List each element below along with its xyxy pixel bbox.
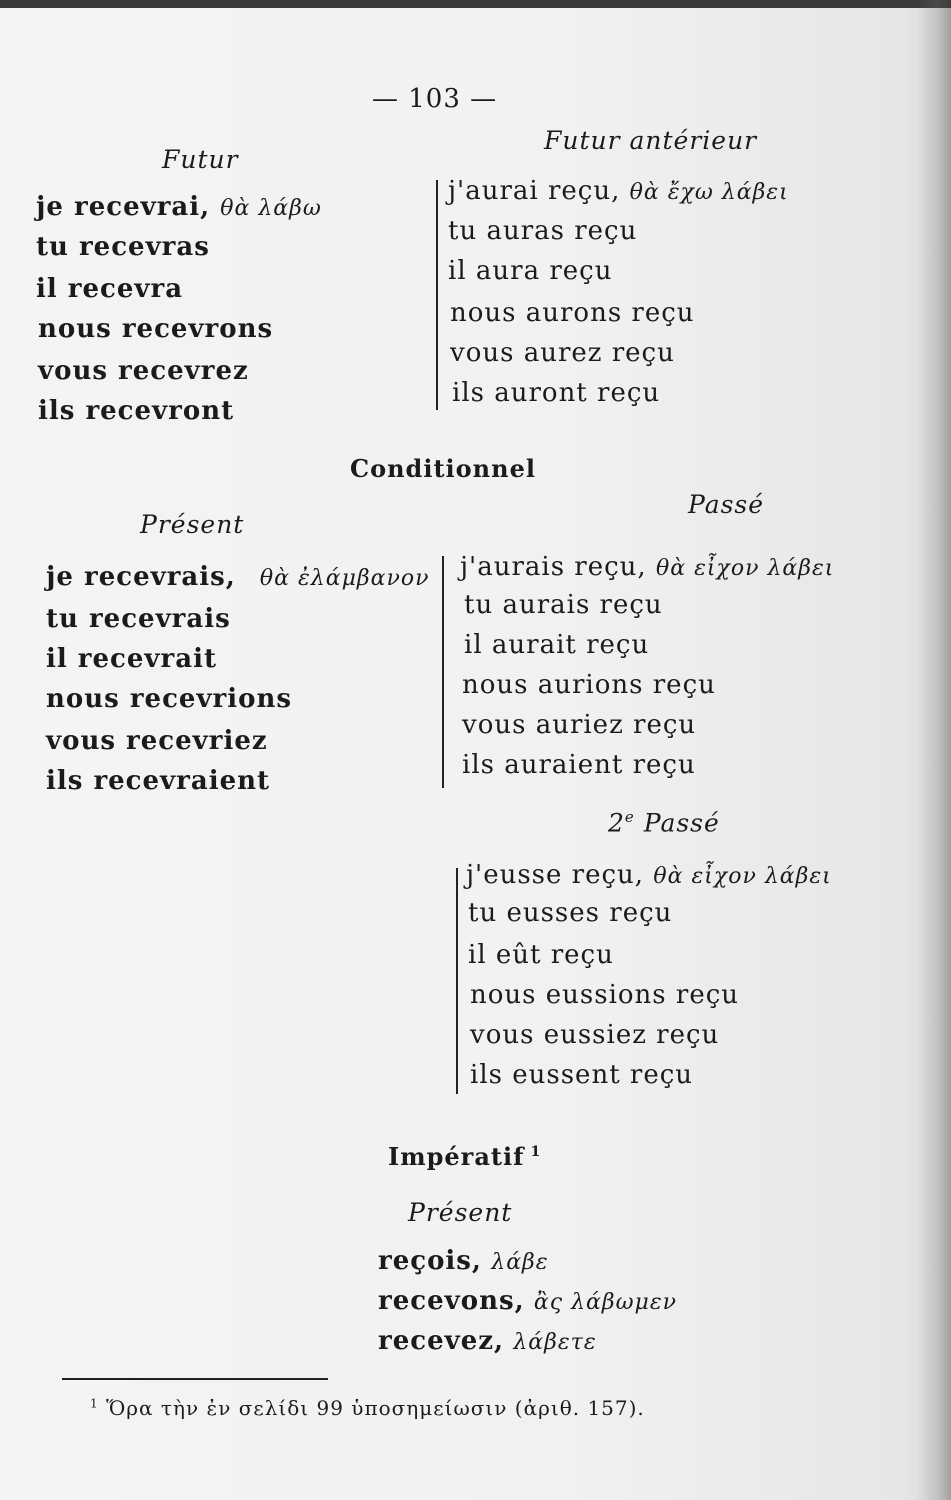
conditionnel-present-title: Présent	[140, 510, 245, 539]
greek-translation: λάβετε	[513, 1330, 597, 1355]
heading-text: Impératif	[388, 1142, 525, 1171]
verb-form: j'eusse reçu,	[466, 860, 645, 890]
conjugation-line: il recevrait	[46, 644, 217, 674]
footnote-separator	[62, 1378, 328, 1380]
footnote-reference: 1	[530, 1143, 542, 1160]
ordinal-suffix: e	[624, 808, 635, 826]
conjugation-line: il aurait reçu	[464, 630, 650, 660]
greek-translation: θὰ ἐλάμβανον	[259, 566, 430, 591]
conjugation-line: nous recevrons	[38, 314, 274, 344]
verb-form: recevez,	[378, 1326, 505, 1356]
conjugation-line: ils auraient reçu	[462, 750, 696, 780]
column-divider	[436, 180, 438, 410]
conjugation-line: nous aurions reçu	[462, 670, 716, 700]
conjugation-line: il recevra	[36, 274, 184, 304]
conjugation-line: il eût reçu	[468, 940, 614, 970]
conjugation-line: tu aurais reçu	[464, 590, 663, 620]
verb-form: reçois,	[378, 1246, 482, 1276]
imperatif-heading	[388, 1142, 541, 1171]
page-top-shadow	[0, 0, 951, 8]
conjugation-line	[460, 552, 834, 582]
conjugation-line	[46, 562, 429, 592]
ordinal-number: 2	[608, 808, 625, 838]
conjugation-line: tu recevras	[36, 232, 210, 262]
greek-translation: θὰ ἔχω λάβει	[629, 180, 789, 205]
conjugation-line	[36, 192, 322, 222]
conjugation-line: vous recevrez	[38, 356, 249, 386]
conjugation-line: nous eussions reçu	[470, 980, 740, 1010]
verb-form: je recevrai,	[36, 192, 211, 222]
column-divider	[456, 868, 458, 1094]
footnote-mark: 1	[90, 1396, 99, 1411]
conjugation-line	[378, 1326, 597, 1356]
conjugation-line	[378, 1246, 549, 1276]
page-number: — 103 —	[372, 84, 498, 114]
conjugation-line: nous aurons reçu	[450, 298, 695, 328]
verb-form: j'aurais reçu,	[460, 552, 647, 582]
conjugation-line: ils auront reçu	[452, 378, 661, 408]
conjugation-line: tu auras reçu	[448, 216, 638, 246]
conditionnel-heading: Conditionnel	[350, 454, 536, 483]
greek-translation: θὰ λάβω	[220, 196, 322, 221]
verb-form: recevons,	[378, 1286, 525, 1316]
conjugation-line: il aura reçu	[448, 256, 613, 286]
greek-translation: ἂς λάβωμεν	[533, 1290, 678, 1315]
column-divider	[442, 556, 444, 788]
conjugation-line	[378, 1286, 677, 1316]
conjugation-line: nous recevrions	[46, 684, 293, 714]
conjugation-line: ils eussent reçu	[470, 1060, 694, 1090]
conditionnel-passe2-title	[608, 808, 720, 837]
page-right-edge-shadow	[917, 0, 951, 1500]
greek-translation: λάβε	[491, 1250, 549, 1275]
futur-anterieur-title: Futur antérieur	[544, 126, 758, 155]
conjugation-line: ils recevront	[38, 396, 235, 426]
footnote-text: Ὅρα τὴν ἐν σελίδι 99 ὑποσημείωσιν (ἀριθ. 157).	[106, 1396, 645, 1420]
title-word: Passé	[643, 808, 720, 838]
conjugation-line: vous auriez reçu	[462, 710, 697, 740]
conjugation-line: vous aurez reçu	[450, 338, 675, 368]
conjugation-line	[466, 860, 832, 890]
verb-form: je recevrais,	[46, 562, 236, 592]
conditionnel-passe-title: Passé	[688, 490, 765, 519]
footnote	[90, 1396, 645, 1420]
imperatif-present-title: Présent	[408, 1198, 513, 1227]
conjugation-line: ils recevraient	[46, 766, 271, 796]
greek-translation: θὰ εἶχον λάβει	[653, 864, 832, 889]
conjugation-line: tu eusses reçu	[468, 898, 673, 928]
conjugation-line: vous eussiez reçu	[470, 1020, 720, 1050]
conjugation-line: tu recevrais	[46, 604, 231, 634]
conjugation-line	[448, 176, 789, 206]
futur-title: Futur	[162, 145, 239, 174]
conjugation-line: vous recevriez	[46, 726, 268, 756]
verb-form: j'aurai reçu,	[448, 176, 621, 206]
greek-translation: θὰ εἶχον λάβει	[655, 556, 835, 581]
